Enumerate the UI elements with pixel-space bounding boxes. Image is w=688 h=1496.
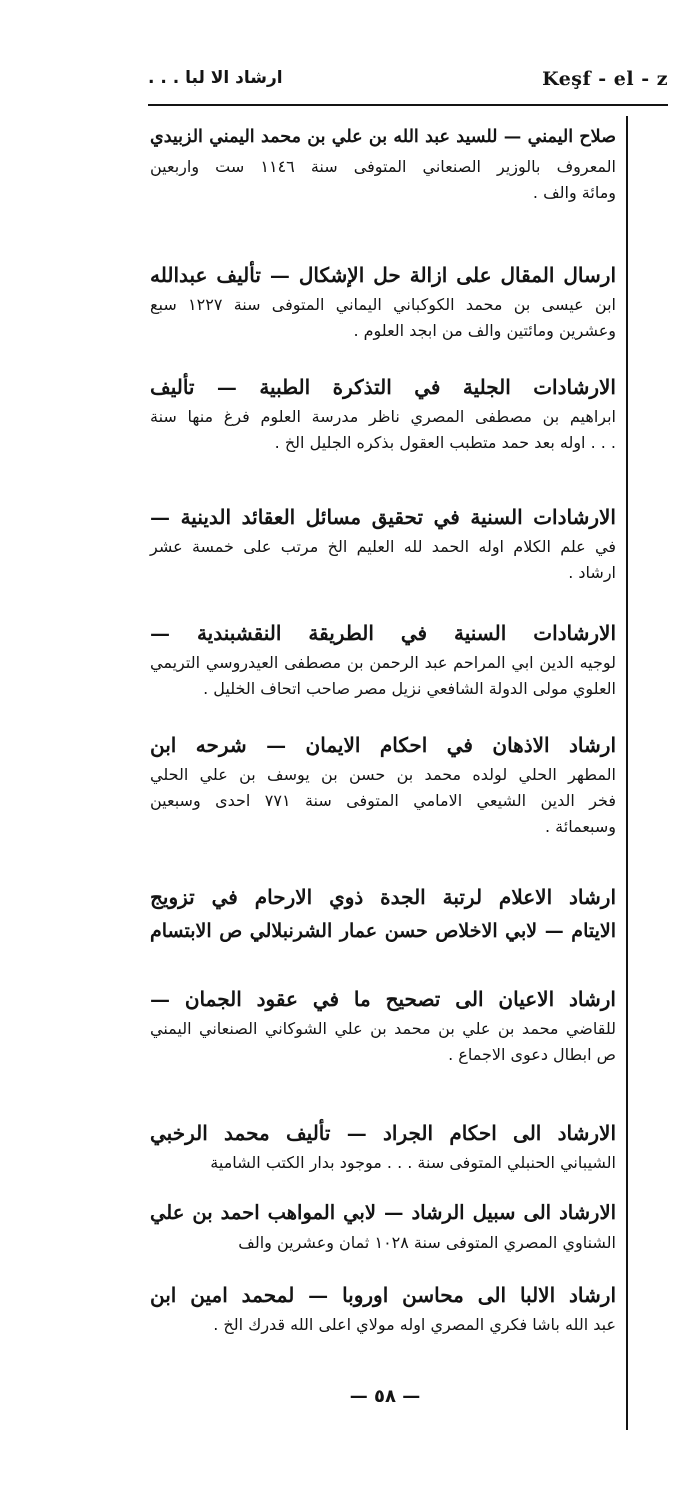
entry-heading-line: الارشادات الجلية في التذكرة الطبية — تأليف xyxy=(150,375,616,399)
entry-text-line: عبد الله باشا فكري المصري اوله مولاي اعلى الله قدرك الخ . xyxy=(213,1315,616,1334)
entry-heading-line: الارشاد الى سبيل الرشاد — لابي المواهب احمد بن علي xyxy=(150,1201,616,1224)
entry-heading-line: صلاح اليمني — للسيد عبد الله بن علي بن محمد اليمني الزبيدي xyxy=(150,127,616,147)
entry-text-line: ابن عيسى بن محمد الكوكباني اليماني المتوفى سنة ١٢٢٧ سبع xyxy=(150,295,617,314)
entry-text-line: الشناوي المصري المتوفى سنة ١٠٢٨ ثمان وعشرين والف xyxy=(238,1233,616,1252)
entry-text-line: العلوي مولى الدولة الشافعي نزيل مصر صاحب اتحاف الخليل . xyxy=(203,679,616,698)
entry-heading-line: الارشادات السنية في تحقيق مسائل العقائد الدينية — xyxy=(150,505,616,529)
entry-heading-line: الارشادات السنية في الطريقة النقشبندية — xyxy=(150,621,616,645)
entry-text-line: للقاضي محمد بن علي بن محمد بن علي الشوكاني الصنعاني اليمني xyxy=(150,1019,616,1038)
entry-heading-line: ارشاد الاعيان الى تصحيح ما في عقود الجمان — xyxy=(150,987,616,1011)
entry-salah-al-yamani xyxy=(150,120,616,206)
entry-text-line: ص ابطال دعوى الاجماع . xyxy=(448,1045,616,1064)
entry-irshadat-naqshbandiyya xyxy=(150,616,616,702)
entry-text-line: لوجيه الدين ابي المراحم عبد الرحمن بن مصطفى العيدروسي التريمي xyxy=(150,653,616,672)
entry-heading-line: ارسال المقال على ازالة حل الإشكال — تأليف عبدالله xyxy=(150,263,616,287)
running-head-book-code: Keşf - el - z xyxy=(542,68,668,90)
running-head-title: ارشاد الا لبا . . . xyxy=(148,68,283,88)
entry-irshad-al-ayan xyxy=(150,982,616,1068)
entry-heading-line: ارشاد الالبا الى محاسن اوروبا — لمحمد امين ابن xyxy=(150,1283,616,1307)
entry-al-irshad-ila-sabil-al-rashad xyxy=(150,1196,616,1256)
entry-heading-line: الارشاد الى احكام الجراد — تأليف محمد الرخبي xyxy=(150,1121,616,1145)
entry-irshad-al-alam xyxy=(150,880,616,948)
entry-text-line: . . . اوله بعد حمد متطبب العقول بذكره الجليل الخ . xyxy=(274,433,616,452)
entry-text-line: وعشرين ومائتين والف من ابجد العلوم . xyxy=(353,321,616,340)
entry-text-line: فخر الدين الشيعي الامامي المتوفى سنة ٧٧١ احدى وسبعين xyxy=(150,791,616,810)
entry-text-line: ومائة والف . xyxy=(532,183,616,202)
entry-text-line: المطهر الحلي لولده محمد بن حسن بن يوسف بن علي الحلي xyxy=(150,765,616,784)
entry-al-irshad-ila-ahkam-al-jarad xyxy=(150,1116,616,1176)
page-number: — ٥٨ — xyxy=(349,1386,421,1407)
entry-irsal-al-maqal xyxy=(150,258,616,344)
margin-rule xyxy=(626,116,628,1430)
entry-irshadat-jaliyya xyxy=(150,370,616,456)
entry-heading-line: ارشاد الاذهان في احكام الايمان — شرحه ابن xyxy=(150,733,616,757)
entry-irshadat-saniyya-aqaid xyxy=(150,500,616,586)
entry-text-line: ارشاد . xyxy=(568,563,616,582)
entry-text-line: في علم الكلام اوله الحمد لله العليم الخ مرتب على خمسة عشر xyxy=(150,537,616,556)
running-head xyxy=(148,68,668,104)
entry-text-line: الشيباني الحنبلي المتوفى سنة . . . موجود بدار الكتب الشامية xyxy=(210,1153,616,1172)
entry-irshad-al-alba xyxy=(150,1278,616,1338)
entry-text-line: المعروف بالوزير الصنعاني المتوفى سنة ١١٤٦ ست واربعين xyxy=(150,157,617,176)
entry-heading-line: ارشاد الاعلام لرتبة الجدة ذوي الارحام في تزويج xyxy=(150,885,616,909)
entry-irshad-al-adhhan xyxy=(150,728,616,840)
entry-text-line: وسبعمائة . xyxy=(544,817,616,836)
entry-heading-line: الايتام — لابي الاخلاص حسن عمار الشرنبلالي ص الابتسام xyxy=(150,920,616,942)
header-rule xyxy=(148,104,668,106)
entry-text-line: ابراهيم بن مصطفى المصري ناظر مدرسة العلوم فرغ منها سنة xyxy=(150,407,616,426)
